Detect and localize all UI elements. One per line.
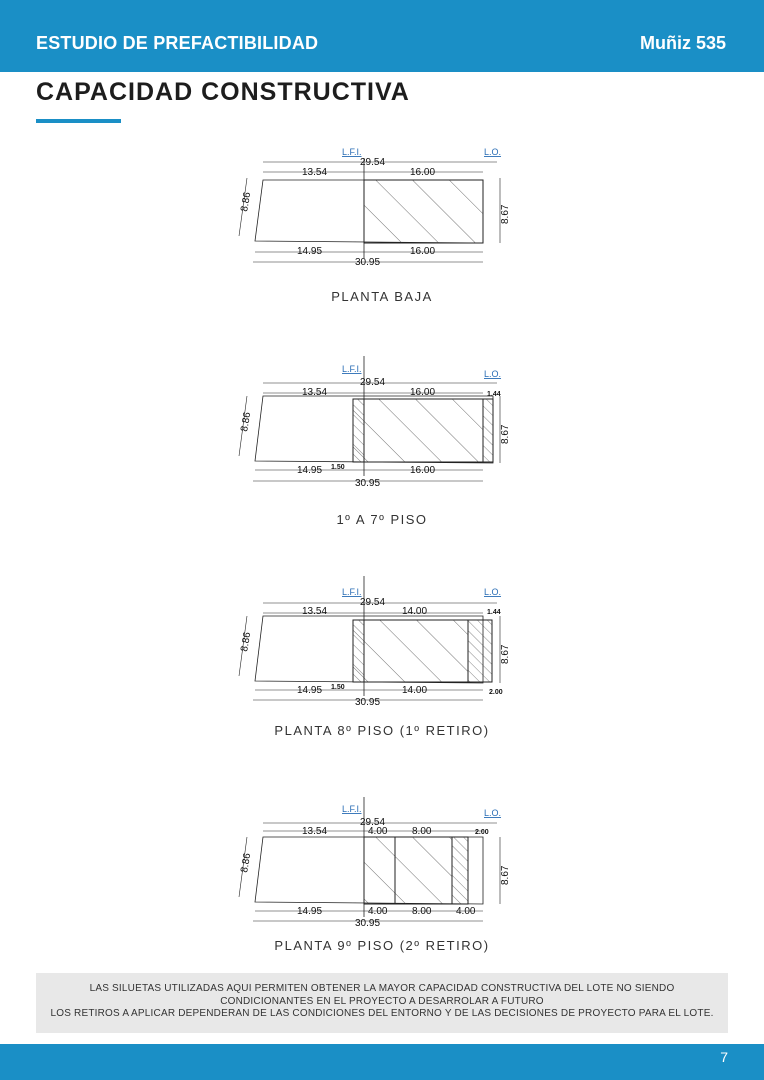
dim-right-bottom: 16.00 — [410, 246, 436, 257]
dim-total-bottom: 30.95 — [355, 478, 381, 489]
dim-total-bottom: 30.95 — [355, 697, 381, 708]
dim-right-top: 16.00 — [410, 167, 436, 178]
dim-left-top: 13.54 — [302, 606, 328, 617]
lo-label: L.O. — [484, 587, 502, 597]
dim-setback-front: 2.00 — [489, 689, 503, 696]
dim-depth-right: 8.67 — [500, 865, 511, 885]
lfi-label: L.F.I. — [342, 364, 362, 374]
lfi-label: L.F.I. — [342, 804, 362, 814]
dim-total-top: 29.54 — [360, 597, 386, 608]
plan-planta-baja — [225, 140, 525, 290]
plan-drawing — [225, 576, 525, 726]
plan-label-pisos-1-7: 1º A 7º PISO — [336, 512, 428, 527]
dim-depth-left: 8.86 — [239, 631, 254, 653]
dim-depth-right: 8.67 — [500, 644, 511, 664]
note-line-2: CONDICIONANTES EN EL PROYECTO A DESARROLAR A FUTURO — [220, 995, 544, 1007]
plan-label-piso-9: PLANTA 9º PISO (2º RETIRO) — [274, 938, 490, 953]
plan-piso-9 — [225, 797, 525, 947]
plan-label-piso-8: PLANTA 8º PISO (1º RETIRO) — [274, 723, 490, 738]
dim-setback-back: 1.50 — [331, 684, 345, 691]
plan-drawing — [225, 356, 525, 506]
property-address: Muñiz 535 — [639, 33, 726, 53]
dim-seg2-bottom: 8.00 — [412, 906, 432, 917]
header-bar — [0, 0, 764, 72]
dim-right-top: 16.00 — [410, 387, 436, 398]
dim-depth-left: 8.86 — [239, 852, 254, 874]
dim-seg2-top: 8.00 — [412, 826, 432, 837]
dim-seg1-bottom: 4.00 — [368, 906, 388, 917]
dim-seg3-bottom: 4.00 — [456, 906, 476, 917]
dim-balcony: 1.44 — [487, 609, 501, 616]
dim-depth-right: 8.67 — [500, 424, 511, 444]
dim-left-bottom: 14.95 — [297, 906, 323, 917]
disclaimer-note — [36, 973, 728, 1033]
dim-seg3-top: 2.00 — [475, 829, 489, 836]
dim-left-top: 13.54 — [302, 387, 328, 398]
dim-total-bottom: 30.95 — [355, 257, 381, 268]
dim-seg1-top: 4.00 — [368, 826, 388, 837]
dim-left-bottom: 14.95 — [297, 246, 323, 257]
dim-depth-left: 8.86 — [239, 411, 254, 433]
dim-depth-left: 8.86 — [239, 191, 254, 213]
page-number: 7 — [720, 1049, 728, 1065]
document-title: ESTUDIO DE PREFACTIBILIDAD — [36, 33, 319, 53]
plan-label-planta-baja: PLANTA BAJA — [331, 289, 433, 304]
title-underline — [36, 119, 121, 123]
lfi-label: L.F.I. — [342, 147, 362, 157]
dim-setback-back: 1.50 — [331, 464, 345, 471]
dim-total-bottom: 30.95 — [355, 918, 381, 929]
dim-balcony: 1.44 — [487, 391, 501, 398]
dim-total-top: 29.54 — [360, 377, 386, 388]
page-title: CAPACIDAD CONSTRUCTIVA — [36, 78, 410, 106]
dim-left-top: 13.54 — [302, 826, 328, 837]
plan-piso-8 — [225, 576, 525, 726]
dim-total-top: 29.54 — [360, 817, 386, 828]
dim-total-top: 29.54 — [360, 157, 386, 168]
dim-left-bottom: 14.95 — [297, 465, 323, 476]
note-line-3: LOS RETIROS A APLICAR DEPENDERAN DE LAS CONDICIONES DEL ENTORNO Y DE LAS DECISIONES DE PROYECTO PARA EL LOTE. — [50, 1008, 714, 1019]
lfi-label: L.F.I. — [342, 587, 362, 597]
lo-label: L.O. — [484, 147, 502, 157]
plan-drawing — [225, 140, 525, 290]
dim-right-bottom: 16.00 — [410, 465, 436, 476]
dim-left-bottom: 14.95 — [297, 685, 323, 696]
note-line-1: LAS SILUETAS UTILIZADAS AQUI PERMITEN OBTENER LA MAYOR CAPACIDAD CONSTRUCTIVA DEL LOTE NO SIENDO — [89, 983, 675, 994]
footer-bar — [0, 1044, 764, 1080]
dim-left-top: 13.54 — [302, 167, 328, 178]
plan-drawing — [225, 797, 525, 947]
dim-right-top: 14.00 — [402, 606, 428, 617]
lo-label: L.O. — [484, 808, 502, 818]
dim-right-bottom: 14.00 — [402, 685, 428, 696]
plan-pisos-1-7 — [225, 356, 525, 506]
lo-label: L.O. — [484, 369, 502, 379]
dim-depth-right: 8.67 — [500, 204, 511, 224]
